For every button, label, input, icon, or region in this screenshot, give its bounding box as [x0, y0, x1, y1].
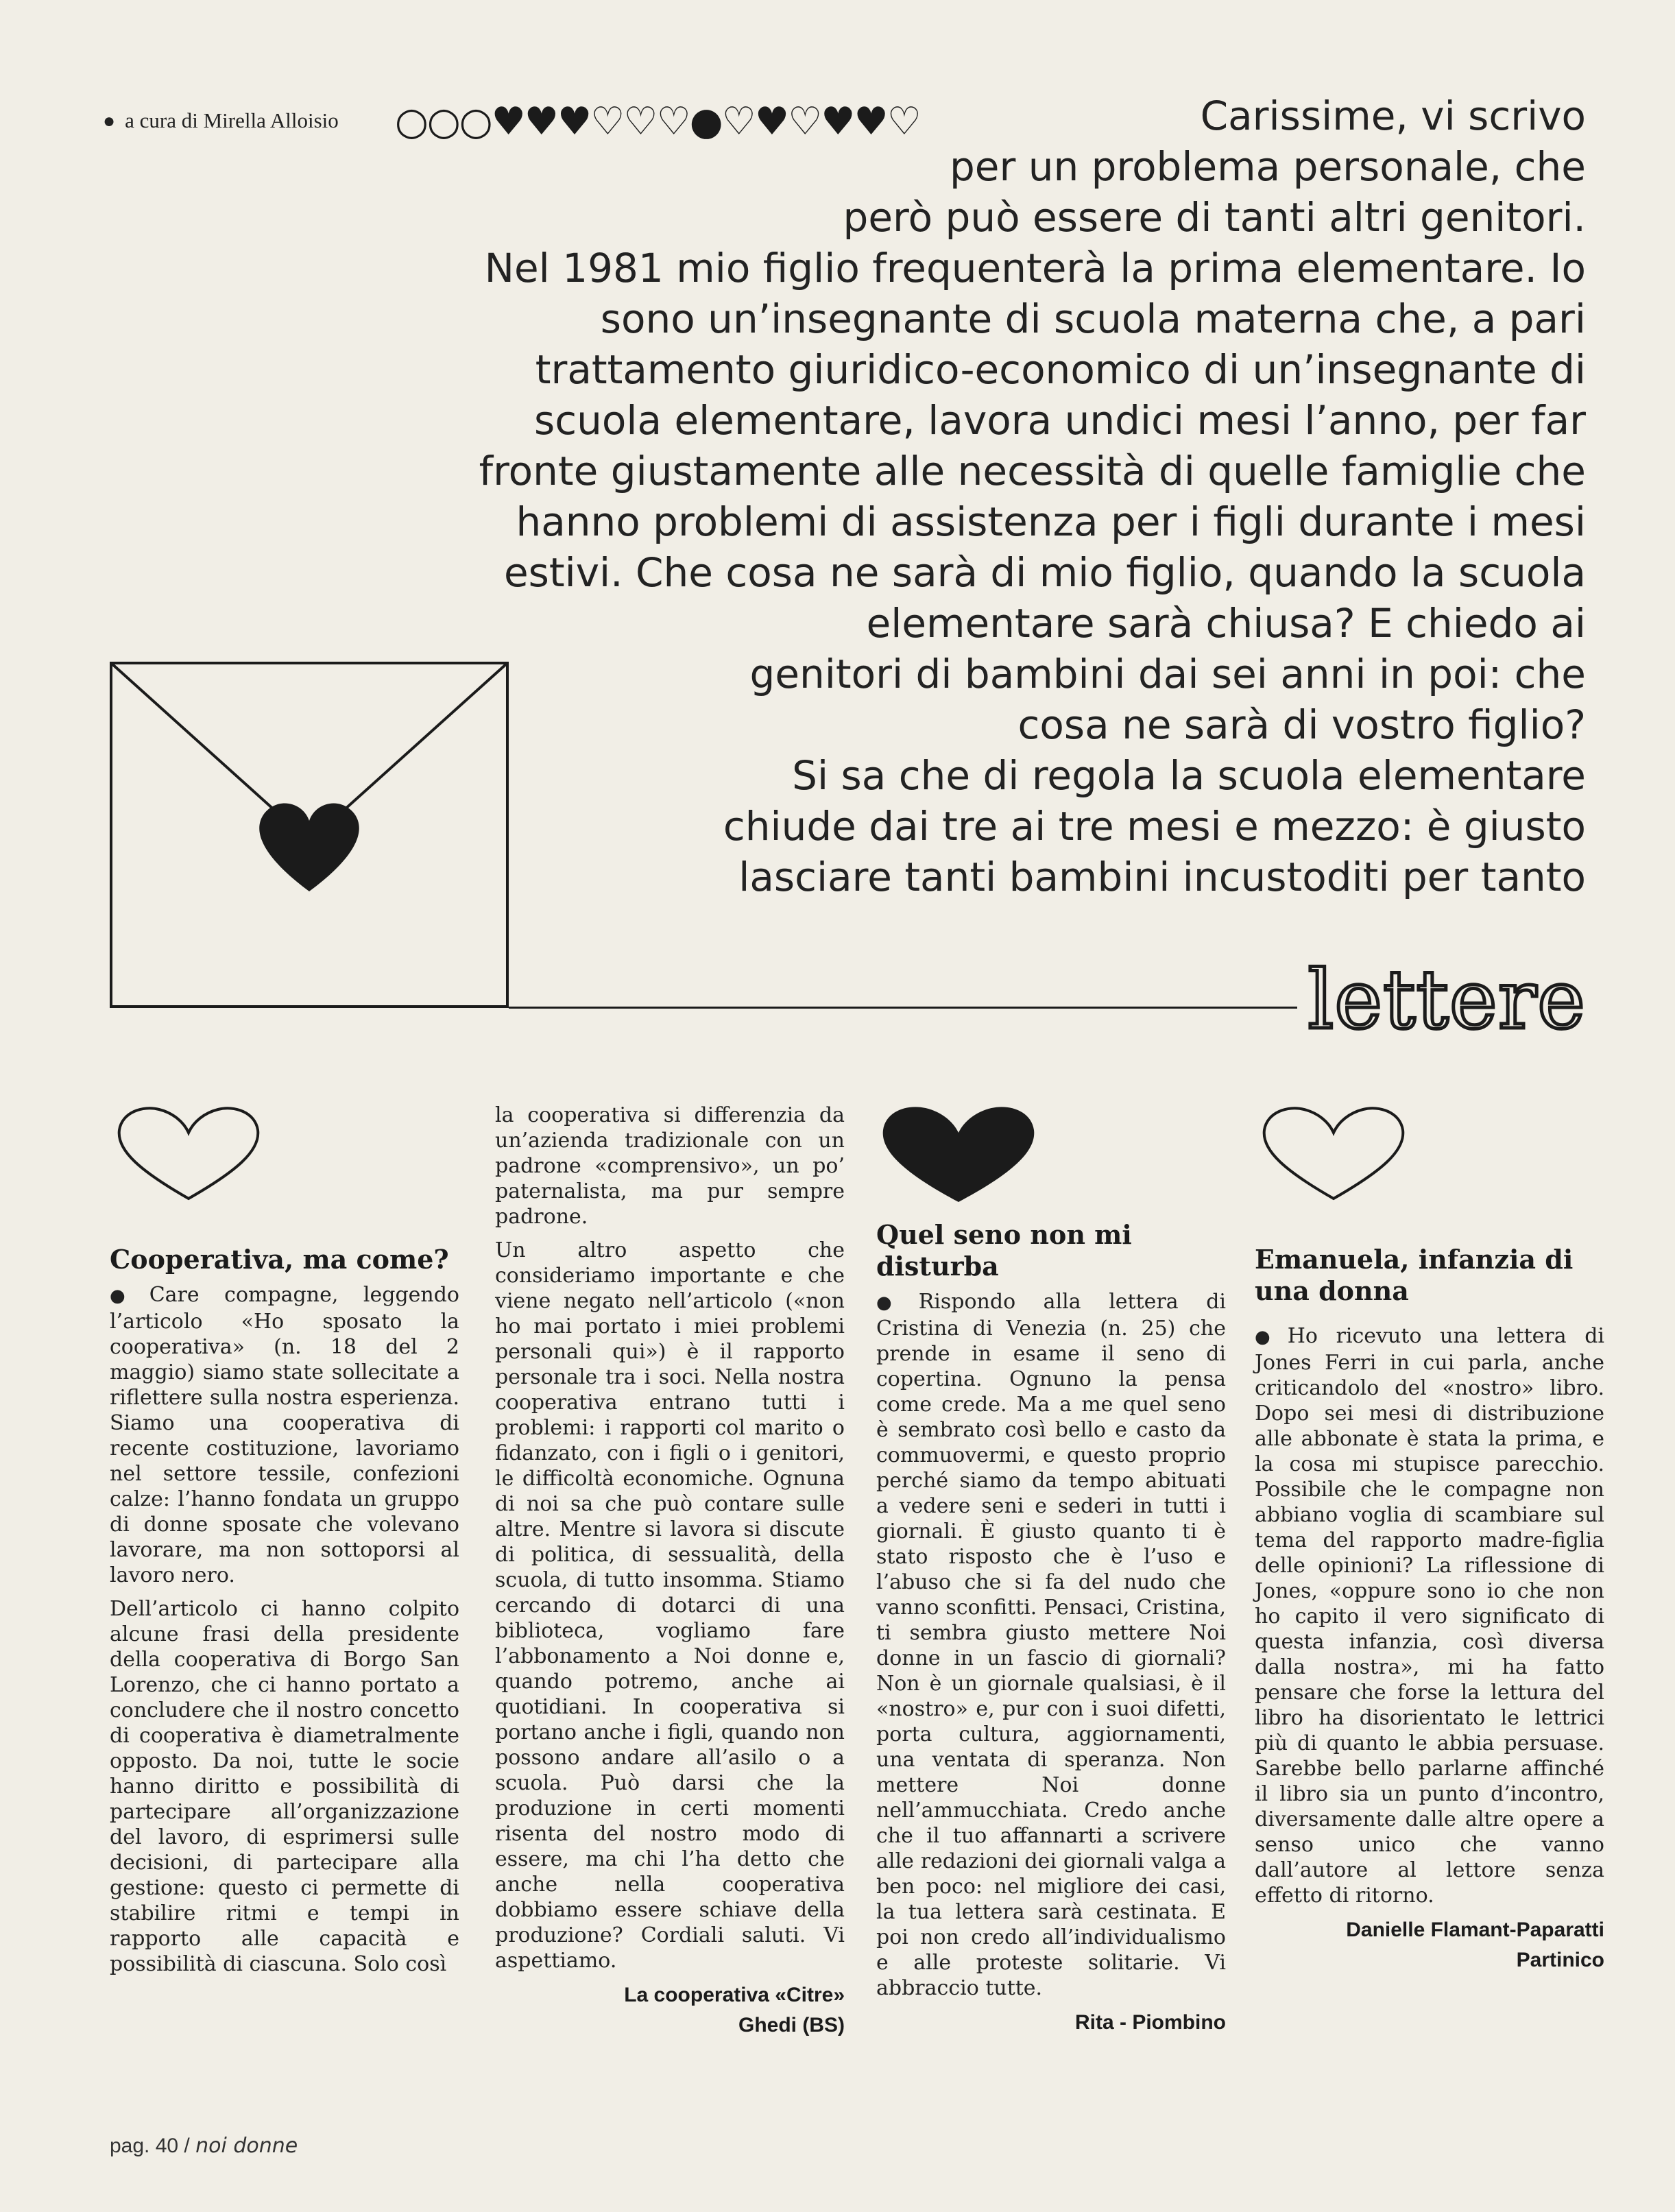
letter-line: però può essere di tanti altri genitori. [843, 194, 1586, 241]
letter-paragraph: Un altro aspetto che consideriamo importante e che viene negato nell’articolo («non ho mai portato i miei problemi personali qui») è il rapporto personale tra i soci. Nella nostra cooperativa entrano tutti i problemi: i rapporti col marito o fidanzato, con i figli o i genitori, le difficoltà economiche. Ognuna di noi sa che può contare sulle altre. Mentre si lavora si discute di politica, di sessualità, della scuola, di tutto insomma. Stiamo cercando di dotarci di una biblioteca, vogliamo fare l’abbonamento a Noi donne e, quando potremo, anche ai quotidiani. In cooperativa si portano anche i figli, quando non possono andare all’asilo o a scuola. Può darsi che la produzione in certi momenti risenta del nostro modo di essere, ma chi l’ha detto che anche nella cooperativa dobbiamo essere schiave della produzione? Cordiali saluti. Vi aspettiamo. [495, 1238, 845, 1973]
letter-column-3 [876, 1103, 1226, 2036]
letter-line: per un problema personale, che [949, 143, 1586, 190]
section-masthead [1308, 952, 1586, 1047]
letter-paragraph: ● Ho ricevuto una lettera di Jones Ferri in cui parla, anche criticandolo del «nostro» libro. Dopo sei mesi di distribuzione alle abbonate è stata la prima, e la cosa mi stupisce parecchio. Possibile che le compagne non abbiano voglia di scambiare sul tema del rapporto madre-figlia delle opinioni? La riflessione di Jones, «oppure sono io che non ho capito il vero significato di questa infanzia, così diversa dalla nostra», mi ha fatto pensare che forse la lettura del libro ha disorientato le lettrici più di quanto le abbia persuase. Sarebbe bello parlarne affinché il libro sia un punto d’incontro, diversamente dalle altre opere a senso unico che vanno dall’autore al lettore senza effetto di ritorno. [1255, 1324, 1605, 1908]
letter-title: Quel seno non mi disturba [876, 1219, 1132, 1282]
letter-paragraph: Dell’articolo ci hanno colpito alcune frasi della presidente della cooperativa di Borgo San Lorenzo, che ci hanno portato a concludere che il nostro concetto di cooperativa è diametralmente opposto. Da noi, tutte le socie hanno diritto e possibilità di partecipare all’organizzazione del lavoro, di esprimersi sulle decisioni, di partecipare alla gestione: questo ci permette di stabilire ritmi e tempi in rapporto alle capacità e possibilità di ciascuna. Solo così [110, 1597, 459, 1976]
bullet-icon: ● [110, 1286, 144, 1306]
letter-line: cosa ne sarà di vostro figlio? [1017, 701, 1586, 748]
letter-line: lasciare tanti bambini incustoditi per tanto [738, 854, 1586, 900]
letter-column-4 [1255, 1103, 1604, 1974]
letter-line: fronte giustamente alle necessità di quelle famiglie che [479, 448, 1586, 494]
letter-paragraph: ● Care compagne, leggendo l’articolo «Ho sposato la cooperativa» (n. 18 del 2 maggio) siamo state sollecitate a riflettere sulla nostra esperienza. Siamo una cooperativa di recente costituzione, lavoriamo nel settore tessile, confezioni calze: l’hanno fondata un gruppo di donne sposate che volevano lavorare, ma non sottoporsi al lavoro nero. [110, 1283, 459, 1587]
page-number: pag. 40 / [110, 2135, 190, 2157]
letter-column-1 [110, 1103, 459, 1985]
letter-line: scuola elementare, lavora undici mesi l’anno, per far [534, 397, 1586, 444]
letter-title: Emanuela, infanzia di una donna [1255, 1244, 1574, 1306]
bullet-icon: ● [103, 110, 116, 132]
letter-line: chiude dai tre ai tre mesi e mezzo: è giusto [723, 803, 1586, 850]
bullet-icon: ● [876, 1293, 913, 1313]
letter-line: hanno problemi di assistenza per i figli durante i mesi [516, 498, 1586, 545]
bullet-icon: ● [1255, 1327, 1282, 1347]
letter-location: Partinico [1516, 1949, 1604, 1971]
letter-line: sono un’insegnante di scuola materna che, a pari [600, 296, 1586, 342]
letter-location: Ghedi (BS) [738, 2014, 845, 2036]
heart-seal-icon [259, 803, 359, 891]
letter-line: elementare sarà chiusa? E chiedo ai [866, 600, 1586, 647]
letter-signature: La cooperativa «Citre» [624, 1984, 845, 2006]
letter-line: genitori di bambini dai sei anni in poi: che [749, 651, 1586, 697]
letter-column-2 [495, 1103, 845, 2039]
letter-line: Nel 1981 mio figlio frequenterà la prima elementare. Io [484, 245, 1586, 291]
page-footer [110, 2134, 298, 2158]
letter-line: estivi. Che cosa ne sarà di mio figlio, quando la scuola [503, 549, 1586, 596]
letter-paragraph: ● Rispondo alla lettera di Cristina di Venezia (n. 25) che prende in esame il seno di copertina. Ognuno la pensa come crede. Ma a me quel seno è sembrato così bello e casto da commuovermi, e questo proprio perché siamo da tempo abituati a vedere seni e sederi in tutti i giornali. È giusto quanto ti è stato risposto che è l’uso e l’abuso che si fa del nudo che vanno sconfitti. Pensaci, Cristina, ti sembra giusto mettere Noi donne in un fascio di giornali? Non è un giornale qualsiasi, è il «nostro» e, pur con i suoi difetti, porta cultura, aggiornamenti, una ventata di speranza. Non mettere Noi donne nell’ammucchiata. Credo anche che il tuo affannarti a scrivere alle redazioni dei giornali valga a ben poco: nel migliore dei casi, la tua lettera sarà cestinata. E poi non credo all’individualismo e alle proteste solitarie. Vi abbraccio tutte. [876, 1290, 1226, 2000]
outline-heart-icon [1255, 1103, 1412, 1205]
envelope-icon [110, 662, 509, 1008]
letter-line: trattamento giuridico-economico di un’insegnante di [535, 346, 1586, 393]
filled-heart-icon [876, 1103, 1041, 1205]
letter-paragraph: la cooperativa si differenzia da un’azienda tradizionale con un padrone «comprensivo», un po’ paternalista, ma pur sempre padrone. [495, 1103, 845, 1229]
letter-signature: Rita - Piombino [1075, 2011, 1226, 2034]
letter-signature: Danielle Flamant-Paparatti [1346, 1919, 1604, 1941]
letter-title: Cooperativa, ma come? [110, 1244, 449, 1275]
masthead-rule [509, 1007, 1297, 1009]
heart-row-decoration: ○○○♥♥♥♡♡♡●♡♥♡♥♥♡ [395, 99, 920, 144]
masthead-text: lettere [1308, 952, 1586, 1047]
letter-line: Carissime, vi scrivo [1200, 93, 1586, 139]
letter-line: Si sa che di regola la scuola elementare [792, 752, 1586, 799]
curator-name: a cura di Mirella Alloisio [125, 108, 339, 132]
magazine-name: noi donne [195, 2134, 298, 2158]
outline-heart-icon [110, 1103, 267, 1205]
